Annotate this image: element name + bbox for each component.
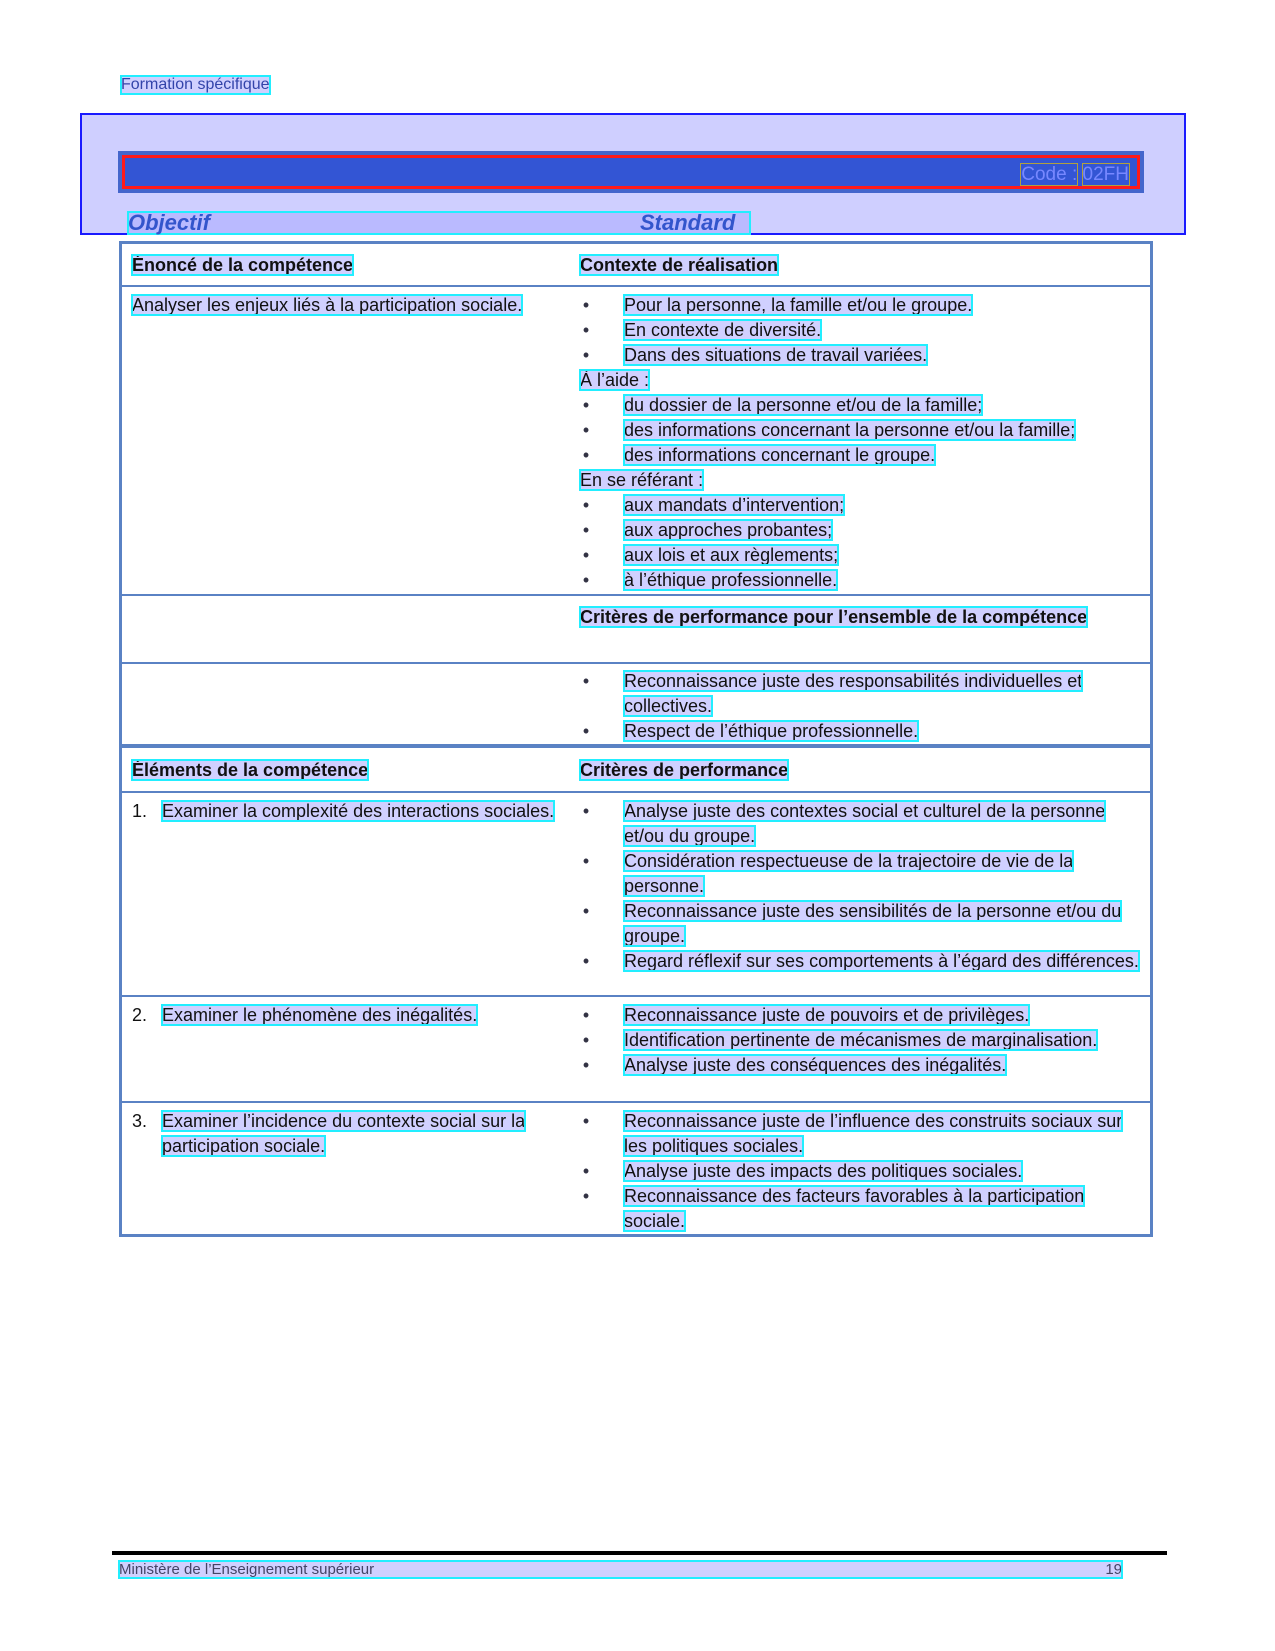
elements-body [121,792,1152,1236]
list-item [580,1003,1142,1028]
element-row [121,792,1152,996]
list-item [580,1028,1142,1053]
bullet-icon: • [582,519,590,540]
competency-table [119,241,1153,1237]
element-cell [121,996,571,1102]
page-number: 19 [1105,1561,1122,1578]
standard-label: Standard [640,210,736,235]
bullet-icon: • [582,900,590,921]
element-item [132,1109,562,1159]
list-item-text: Reconnaissance juste de l’influence des construits sociaux sur les politiques sociales. [624,1110,1123,1156]
bullet-icon: • [582,569,590,590]
bullet-icon: • [582,294,590,315]
list-item [580,443,1142,468]
list-item [580,799,1142,849]
list-item-text: Analyse juste des contextes social et culturel de la personne et/ou du groupe. [624,800,1106,846]
criteria-header: Critères de performance [580,759,789,780]
statement-row [121,286,1152,595]
context-intro-text: En se référant : [580,469,704,490]
list-item-text: du dossier de la personne et/ou de la famille; [624,394,983,415]
list-item-text: Reconnaissance des facteurs favorables à la participation sociale. [624,1185,1085,1231]
competency-code: Code : 02FH [1021,164,1129,185]
list-item [580,899,1142,949]
bullet-icon: • [582,344,590,365]
list-item-text: En contexte de diversité. [624,319,822,340]
list-item-text: Reconnaissance juste des sensibilités de la personne et/ou du groupe. [624,900,1122,946]
criteria-list [570,792,1152,996]
bullet-icon: • [582,1185,590,1206]
element-number: 2. [132,1004,148,1025]
list-item-text: Identification pertinente de mécanismes de marginalisation. [624,1029,1098,1050]
element-text: Examiner la complexité des interactions sociales. [162,800,555,821]
list-item [580,1053,1142,1078]
context-intro [580,468,1142,493]
overall-criteria-header-row [121,595,1152,663]
list-item-text: aux approches probantes; [624,519,833,540]
footer [119,1561,1122,1578]
bullet-icon: • [582,419,590,440]
element-row [121,996,1152,1102]
context-intro [580,368,1142,393]
code-band [118,151,1144,193]
list-item [580,1159,1142,1184]
element-text: Examiner l’incidence du contexte social sur la participation sociale. [162,1110,526,1156]
context-list [570,286,1152,595]
list-item-text: aux mandats d’intervention; [624,494,845,515]
list-item [580,719,1142,744]
running-header: Formation spécifique [121,76,270,93]
list-item-text: Dans des situations de travail variées. [624,344,928,365]
overall-criteria-list [570,663,1152,746]
context-intro-text: À l’aide : [580,369,650,390]
section1-header-row [121,243,1152,286]
statement-header: Énoncé de la compétence [132,255,354,275]
objective-label: Objectif [128,210,210,235]
element-number: 1. [132,800,148,821]
list-item-text: des informations concernant la personne et/ou la famille; [624,419,1076,440]
element-row [121,1102,1152,1236]
element-text: Examiner le phénomène des inégalités. [162,1004,478,1025]
list-item-text: Considération respectueuse de la trajectoire de vie de la personne. [624,850,1074,896]
footer-publisher: Ministère de l’Enseignement supérieur [119,1561,375,1578]
list-item-text: Reconnaissance juste de pouvoirs et de privilèges. [624,1004,1030,1025]
list-item-text: Analyse juste des impacts des politiques sociales. [624,1160,1023,1181]
list-item-text: aux lois et aux règlements; [624,544,839,565]
overall-criteria-header: Critères de performance pour l’ensemble de la compétence [580,606,1088,627]
bullet-icon: • [582,1110,590,1131]
context-header: Contexte de réalisation [580,255,779,275]
bullet-icon: • [582,800,590,821]
list-item [580,318,1142,343]
list-item [580,543,1142,568]
bullet-icon: • [582,850,590,871]
list-item-text: Pour la personne, la famille et/ou le groupe. [624,294,973,315]
criteria-list [570,1102,1152,1236]
bullet-icon: • [582,950,590,971]
list-item [580,1109,1142,1159]
competency-statement: Analyser les enjeux liés à la participation sociale. [132,294,523,315]
list-item [580,949,1142,974]
list-item [580,1184,1142,1234]
list-item [580,493,1142,518]
elements-header: Éléments de la compétence [132,759,369,780]
list-item [580,393,1142,418]
criteria-list [570,996,1152,1102]
bullet-icon: • [582,394,590,415]
element-cell [121,1102,571,1236]
list-item-text: Analyse juste des conséquences des inégalités. [624,1054,1007,1075]
bullet-icon: • [582,1160,590,1181]
list-item [580,343,1142,368]
list-item [580,418,1142,443]
list-item [580,669,1142,719]
bullet-icon: • [582,319,590,340]
bullet-icon: • [582,1029,590,1050]
list-item [580,849,1142,899]
list-item-text: des informations concernant le groupe. [624,444,936,465]
bullet-icon: • [582,444,590,465]
section2-header-row [121,746,1152,792]
element-number: 3. [132,1110,148,1131]
element-item [132,799,562,824]
bullet-icon: • [582,720,590,741]
element-cell [121,792,571,996]
list-item-text: Reconnaissance juste des responsabilités individuelles et collectives. [624,670,1083,716]
list-item [580,568,1142,593]
objective-standard-row [128,212,750,234]
bullet-icon: • [582,1004,590,1025]
element-item [132,1003,562,1028]
bullet-icon: • [582,544,590,565]
list-item-text: Regard réflexif sur ses comportements à l’égard des différences. [624,950,1139,971]
bullet-icon: • [582,1054,590,1075]
bullet-icon: • [582,670,590,691]
list-item-text: à l’éthique professionnelle. [624,569,838,590]
overall-criteria-row [121,663,1152,746]
footer-rule [112,1551,1167,1555]
list-item [580,518,1142,543]
list-item-text: Respect de l’éthique professionnelle. [624,720,919,741]
list-item [580,293,1142,318]
bullet-icon: • [582,494,590,515]
